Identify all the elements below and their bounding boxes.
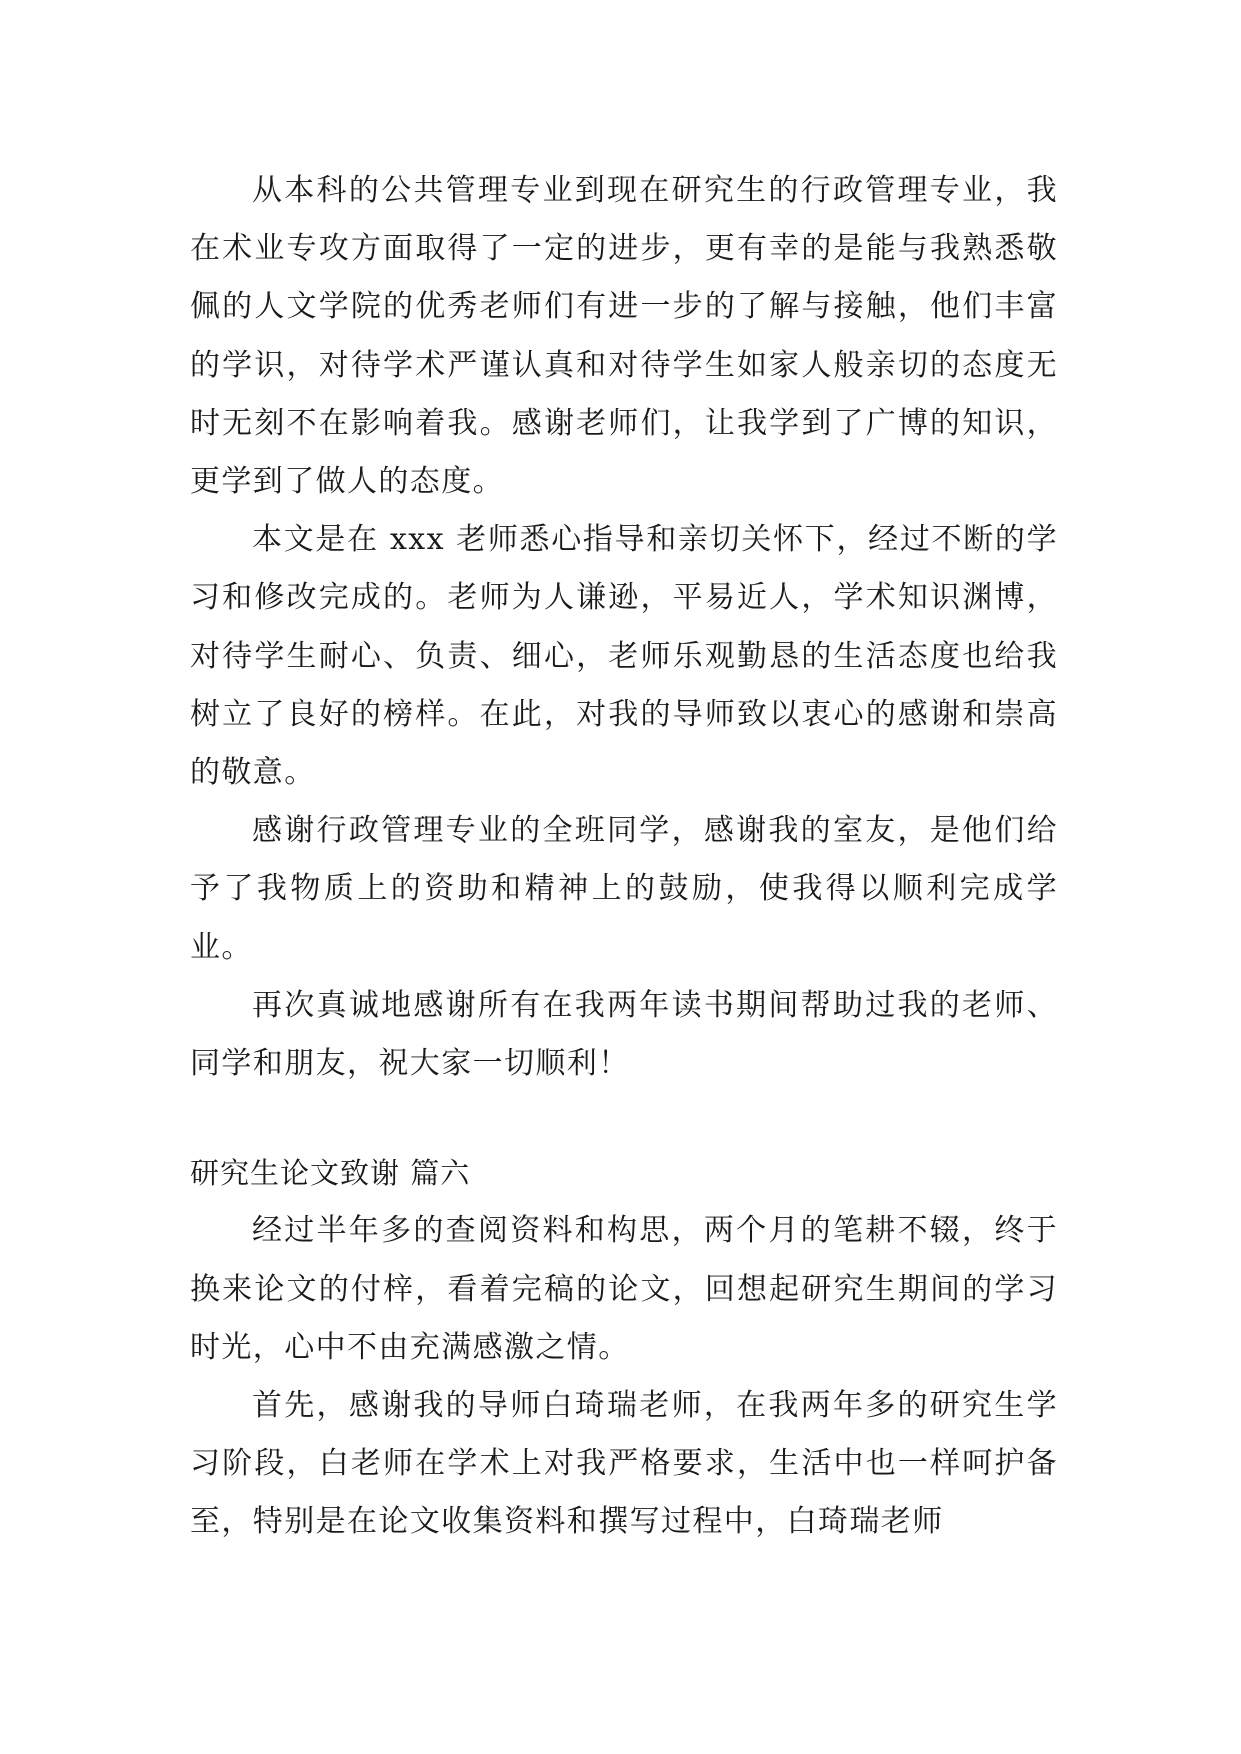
body-paragraph: 感谢行政管理专业的全班同学，感谢我的室友，是他们给予了我物质上的资助和精神上的鼓励，使我得以顺利完成学业。 <box>190 813 1058 965</box>
section-heading: 研究生论文致谢 篇六 <box>190 1156 471 1191</box>
body-paragraph: 首先，感谢我的导师白琦瑞老师，在我两年多的研究生学习阶段，白老师在学术上对我严格要求，生活中也一样呵护备至，特别是在论文收集资料和撰写过程中，白琦瑞老师 <box>190 1388 1058 1540</box>
body-paragraph: 本文是在 xxx 老师悉心指导和亲切关怀下，经过不断的学习和修改完成的。老师为人谦逊，平易近人，学术知识渊博，对待学生耐心、负责、细心，老师乐观勤恳的生活态度也给我树立了良好的榜样。在此，对我的导师致以衷心的感谢和崇高的敬意。 <box>190 522 1058 791</box>
body-paragraph: 从本科的公共管理专业到现在研究生的行政管理专业，我在术业专攻方面取得了一定的进步，更有幸的是能与我熟悉敬佩的人文学院的优秀老师们有进一步的了解与接触，他们丰富的学识，对待学术严谨认真和对待学生如家人般亲切的态度无时无刻不在影响着我。感谢老师们，让我学到了广博的知识，更学到了做人的态度。 <box>190 173 1058 500</box>
body-paragraph: 经过半年多的查阅资料和构思，两个月的笔耕不辍，终于换来论文的付梓，看着完稿的论文，回想起研究生期间的学习时光，心中不由充满感激之情。 <box>190 1213 1058 1365</box>
document-body <box>190 162 1058 1552</box>
body-paragraph: 再次真诚地感谢所有在我两年读书期间帮助过我的老师、同学和朋友，祝大家一切顺利！ <box>190 987 1058 1082</box>
